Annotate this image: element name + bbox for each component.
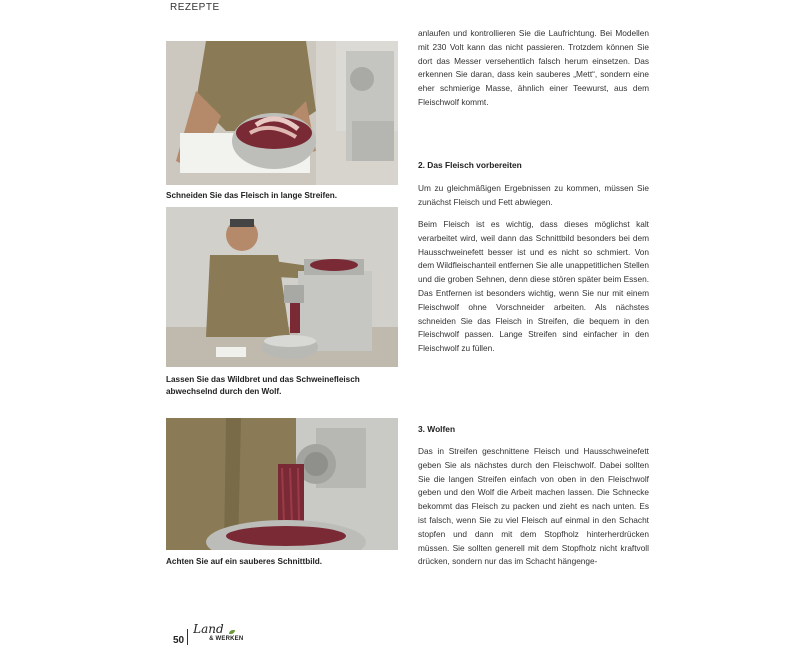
section-3-heading: 3. Wolfen <box>418 424 456 434</box>
caption-photo-2: Lassen Sie das Wildbret und das Schweinefleisch abwechselnd durch den Wolf. <box>166 375 360 396</box>
page-number: 50 <box>173 635 185 646</box>
intro-paragraph: anlaufen und kontrollieren Sie die Laufrichtung. Bei Modellen mit 230 Volt kann das nicht passieren. Trotzdem können Sie dort das Messer versehentlich falsch herum einsetzen. Das erkennen Sie daran, dass kein sauberes „Mett“, sondern eine eher schmierige Masse, ähnlich einer Teewurst, aus dem Fleischwolf kommt. <box>418 28 649 107</box>
section-2-heading: 2. Das Fleisch vorbereiten <box>418 160 522 170</box>
section-2 <box>418 159 649 171</box>
caption-photo-3: Achten Sie auf ein sauberes Schnittbild. <box>166 557 323 566</box>
section-3 <box>418 423 649 435</box>
section-3-paragraph-1: Das in Streifen geschnittene Fleisch und Hausschweinefett geben Sie als nächstes durch den Fleischwolf. Dabei sollten Sie die langen Streifen einfach von oben in den Fleischwolf geben und den Wolf die Arbeit machen lassen. Die Schnecke bekommt das Fleisch zu packen und zieht es nach unten. Es ist falsch, wenn Sie zu viel Fleisch auf einmal in den Schacht stopfen und dann mit dem Stopfholz hinterherdrücken müssen. Sie sollten generell mit dem Stopfholz nicht kraftvoll drücken, sondern nur das im Schacht hängenge- <box>418 446 649 567</box>
page-footer <box>173 624 247 646</box>
magazine-logo <box>191 624 247 646</box>
photo-cutting-meat <box>166 41 398 185</box>
section-3-body <box>418 445 649 569</box>
photo-grinder-output <box>166 418 398 550</box>
section-2-paragraph-1: Um zu gleichmäßigen Ergebnissen zu kommen, müssen Sie zunächst Fleisch und Fett abwiegen. <box>418 183 649 207</box>
section-label: REZEPTE <box>170 2 220 13</box>
photo-feeding-grinder <box>166 207 398 367</box>
logo-word-werken: & WERKEN <box>209 636 244 642</box>
section-2-body-2 <box>418 218 649 356</box>
section-2-body-1 <box>418 182 649 210</box>
caption-photo-1: Schneiden Sie das Fleisch in lange Streifen. <box>166 191 338 200</box>
section-2-paragraph-2: Beim Fleisch ist es wichtig, dass dieses möglichst kalt verarbeitet wird, weil dann das Schnittbild besonders bei dem Hausschweinefett besser ist und es nicht so schmiert. Von dem Wildfleischanteil entfernen Sie alle unappetitlichen Stellen und die groben Sehnen, denn diese stören später beim Essen. Das Entfernen ist besonders wichtig, wenn Sie nur mit einem Fleischwolf ohne Vorschneider arbeiten. Als nächstes schneiden Sie das Fleisch in Streifen, die bequem in den Fleischwolf passen. Lange Streifen sind einfacher in den Fleischwolf zu füllen. <box>418 219 649 354</box>
leaf-icon <box>229 630 235 634</box>
footer-divider <box>187 629 188 645</box>
logo-word-land: Land <box>193 622 224 636</box>
article-column <box>418 27 649 110</box>
